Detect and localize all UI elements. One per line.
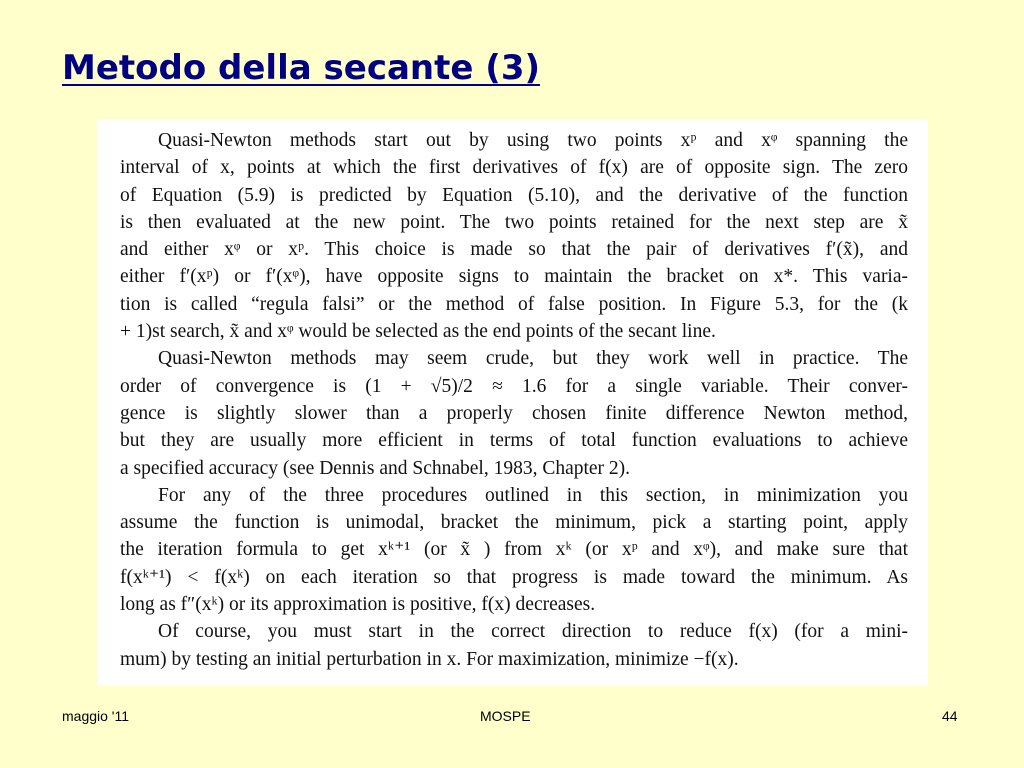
text-line: mum) by testing an initial perturbation in x. For maximization, minimize −f(x). [120,648,739,670]
text-line: a specified accuracy (see Dennis and Schnabel, 1983, Chapter 2). [120,457,631,479]
slide-number: 44 [942,708,958,724]
footer-course: MOSPE [480,708,531,724]
text-line: long as f″(xᵏ) or its approximation is positive, f(x) decreases. [120,594,596,616]
text-line: f(xᵏ⁺¹) < f(xᵏ) on each iteration so that progress is made toward the minimum. As [120,566,908,588]
text-line: either f′(xᵖ) or f′(xᵠ), have opposite signs to maintain the bracket on x*. This varia- [120,266,908,288]
text-line: but they are usually more efficient in terms of total function evaluations to achieve [120,430,908,452]
text-line: Quasi-Newton methods may seem crude, but they work well in practice. The [158,348,908,370]
footer-date: maggio '11 [62,708,130,724]
text-line: assume the function is unimodal, bracket the minimum, pick a starting point, apply [120,512,908,534]
text-line: order of convergence is (1 + √5)/2 ≈ 1.6 for a single variable. Their conver- [120,375,908,397]
text-line: Quasi-Newton methods start out by using two points xᵖ and xᵠ spanning the [158,130,908,151]
text-line: and either xᵠ or xᵖ. This choice is made so that the pair of derivatives f′(x̃), and [120,239,908,261]
text-line: For any of the three procedures outlined in this section, in minimization you [158,484,908,506]
text-line: + 1)st search, x̃ and xᵠ would be selected as the end points of the secant line. [120,321,716,343]
text-line: Of course, you must start in the correct direction to reduce f(x) (for a mini- [158,621,908,643]
text-line: interval of x, points at which the first derivatives of f(x) are of opposite sign. The zero [120,157,908,179]
text-line: of Equation (5.9) is predicted by Equation (5.10), and the derivative of the function [120,184,908,206]
text-line: is then evaluated at the new point. The two points retained for the next step are x̃ [120,211,908,233]
textbook-excerpt [97,119,928,686]
text-line: tion is called “regula falsi” or the method of false position. In Figure 5.3, for the (k [120,293,908,315]
slide-title: Metodo della secante (3) [62,48,541,88]
text-line: gence is slightly slower than a properly chosen finite difference Newton method, [120,402,908,424]
text-line: the iteration formula to get xᵏ⁺¹ (or x̃ ) from xᵏ (or xᵖ and xᵠ), and make sure that [120,539,908,561]
